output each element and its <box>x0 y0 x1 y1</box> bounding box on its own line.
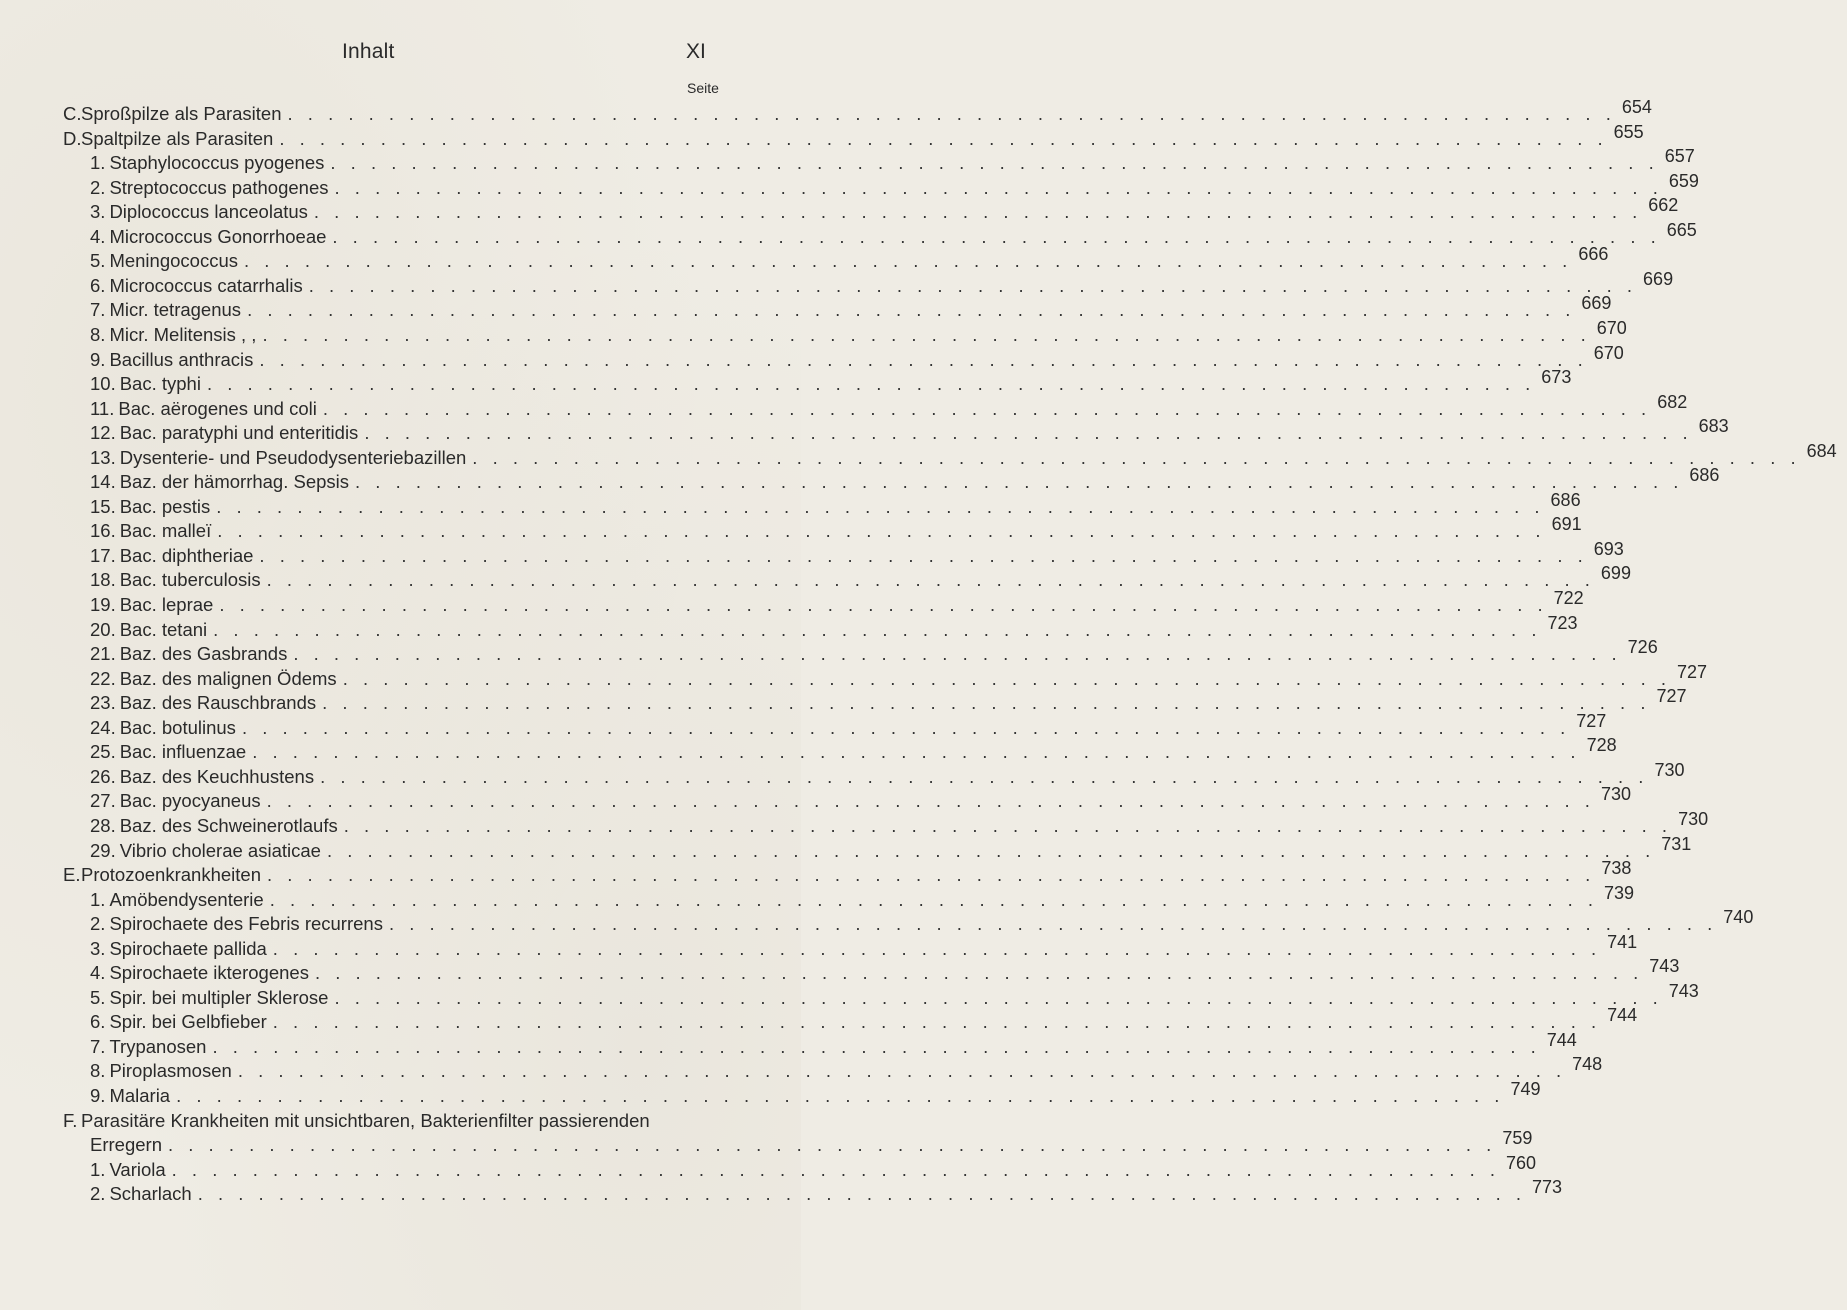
toc-entry <box>90 981 1699 1010</box>
toc-entry <box>90 171 1699 200</box>
toc-page-number: 691 <box>1551 514 1582 534</box>
toc-page-number: 665 <box>1666 220 1697 240</box>
toc-entry-number: D. <box>63 128 82 149</box>
dot-leader: . . . . . . . . . . . . . . . . . . . . . . . . . . . . . . . . . . . . . . . . . . . . . . . . . . . . . . . . . . . . . . . . . . <box>313 201 1643 222</box>
dot-leader: . . . . . . . . . . . . . . . . . . . . . . . . . . . . . . . . . . . . . . . . . . . . . . . . . . . . . . . . . . . . . . . . . . <box>259 349 1588 370</box>
dot-leader: . . . . . . . . . . . . . . . . . . . . . . . . . . . . . . . . . . . . . . . . . . . . . . . . . . . . . . . . . . . . . . . . . . <box>247 299 1576 320</box>
dot-leader: . . . . . . . . . . . . . . . . . . . . . . . . . . . . . . . . . . . . . . . . . . . . . . . . . . . . . . . . . . . . . . . . . . <box>252 741 1581 762</box>
toc-page-number: 760 <box>1505 1153 1537 1173</box>
toc-page-number: 699 <box>1600 563 1631 583</box>
toc-entry-number: 23. <box>90 692 116 713</box>
toc-entry-title: Baz. des Rauschbrands <box>119 692 317 713</box>
toc-entry <box>90 1153 1537 1182</box>
toc-entry-number: 12. <box>90 422 116 443</box>
toc-entry <box>90 834 1692 863</box>
toc-page-number: 727 <box>1656 686 1687 706</box>
dot-leader: . . . . . . . . . . . . . . . . . . . . . . . . . . . . . . . . . . . . . . . . . . . . . . . . . . . . . . . . . . . . . . . . . . <box>364 422 1693 443</box>
toc-entry-title: Vibrio cholerae asiaticae <box>119 840 321 861</box>
dot-leader: . . . . . . . . . . . . . . . . . . . . . . . . . . . . . . . . . . . . . . . . . . . . . . . . . . . . . . . . . . . . . . . . . . <box>320 766 1649 787</box>
dot-leader: . . . . . . . . . . . . . . . . . . . . . . . . . . . . . . . . . . . . . . . . . . . . . . . . . . . . . . . . . . . . . . . . . . <box>330 152 1659 173</box>
toc-entry <box>90 932 1638 961</box>
toc-page-number: 654 <box>1621 97 1652 117</box>
dot-leader: . . . . . . . . . . . . . . . . . . . . . . . . . . . . . . . . . . . . . . . . . . . . . . . . . . . . . . . . . . . . . . . . . . <box>322 398 1652 419</box>
toc-entry-title: Variola <box>109 1159 166 1180</box>
toc-entry <box>90 883 1635 912</box>
toc-page-number: 683 <box>1698 416 1729 436</box>
toc-entry-title: Bac. pyocyaneus <box>119 790 261 811</box>
toc-entry-title: Bac. influenzae <box>119 741 247 762</box>
toc-page-number: 739 <box>1604 883 1635 903</box>
toc-entry <box>90 490 1581 519</box>
dot-leader: . . . . . . . . . . . . . . . . . . . . . . . . . . . . . . . . . . . . . . . . . . . . . . . . . . . . . . . . . . . . . . . . . . <box>272 938 1602 959</box>
toc-entry-title: Scharlach <box>109 1183 192 1204</box>
toc-page-number: 744 <box>1546 1030 1577 1050</box>
toc-page-number: 743 <box>1649 956 1680 976</box>
toc-entry-title: Bac. tuberculosis <box>119 569 261 590</box>
toc-page-number: 682 <box>1657 392 1688 412</box>
dot-leader: . . . . . . . . . . . . . . . . . . . . . . . . . . . . . . . . . . . . . . . . . . . . . . . . . . . . . . . . . . . . . . . . . . <box>216 496 1545 517</box>
toc-entry-title: Bac. aërogenes und coli <box>118 398 317 419</box>
toc-entry-number: 11. <box>90 398 115 419</box>
toc-entry <box>90 195 1679 224</box>
toc-entry-title: Streptococcus pathogenes <box>109 177 329 198</box>
toc-entry <box>90 735 1617 764</box>
toc-entry-title: Bac. diphtheriae <box>119 545 254 566</box>
toc-entry-title: Piroplasmosen <box>109 1060 232 1081</box>
toc-entry <box>90 1005 1638 1034</box>
dot-leader: . . . . . . . . . . . . . . . . . . . . . . . . . . . . . . . . . . . . . . . . . . . . . . . . . . . . . . . . . . . . . . . . . . <box>334 177 1663 198</box>
toc-entry-number: 21. <box>90 643 116 664</box>
toc-entry <box>90 760 1685 789</box>
toc-entry <box>90 907 1754 936</box>
dot-leader: . . . . . . . . . . . . . . . . . . . . . . . . . . . . . . . . . . . . . . . . . . . . . . . . . . . . . . . . . . . . . . . . . . <box>332 226 1661 247</box>
toc-entry <box>90 588 1584 617</box>
toc-entry-number: 2. <box>90 177 106 198</box>
toc-entry-title: Parasitäre Krankheiten mit unsichtbaren, Bakterienfilter passierenden <box>81 1110 650 1131</box>
toc-entry-number: 17. <box>90 545 116 566</box>
toc-entry <box>90 392 1688 421</box>
toc-page-number: 686 <box>1550 490 1581 510</box>
toc-entry-number: 16. <box>90 520 116 541</box>
toc-entry-title: Spir. bei Gelbfieber <box>109 1011 267 1032</box>
toc-entry-number: 15. <box>90 496 116 517</box>
toc-page-number: 657 <box>1664 146 1695 166</box>
toc-entry <box>90 146 1695 175</box>
toc-entry-number: 3. <box>90 201 106 222</box>
toc-entry-number: 9. <box>90 349 106 370</box>
toc-page-number: 743 <box>1668 981 1699 1001</box>
toc-entry <box>90 613 1578 642</box>
toc-entry-number: 9. <box>90 1085 106 1106</box>
dot-leader: . . . . . . . . . . . . . . . . . . . . . . . . . . . . . . . . . . . . . . . . . . . . . . . . . . . . . . . . . . . . . . . . . . <box>262 324 1591 345</box>
toc-entry-title: Bac. leprae <box>119 594 214 615</box>
toc-entry-title: Staphylococcus pyogenes <box>109 152 325 173</box>
toc-entry-number: 20. <box>90 619 116 640</box>
toc-entry-number: 3. <box>90 938 106 959</box>
toc-entry <box>90 416 1729 445</box>
toc-entry-number: 8. <box>90 1060 106 1081</box>
toc-entry <box>90 809 1709 838</box>
toc-entry-number: 18. <box>90 569 116 590</box>
toc-entry-title: Baz. des Schweinerotlaufs <box>119 815 338 836</box>
toc-entry-number: F. <box>63 1110 78 1131</box>
toc-page-number: 669 <box>1643 269 1674 289</box>
running-head <box>0 40 801 70</box>
toc-entry-number: 8. <box>90 324 106 345</box>
dot-leader: . . . . . . . . . . . . . . . . . . . . . . . . . . . . . . . . . . . . . . . . . . . . . . . . . . . . . . . . . . . . . . . . . . <box>197 1183 1527 1204</box>
toc-entry <box>90 637 1658 666</box>
toc-entry-title: Spirochaete pallida <box>109 938 267 959</box>
toc-entry <box>90 662 1708 691</box>
dot-leader: . . . . . . . . . . . . . . . . . . . . . . . . . . . . . . . . . . . . . . . . . . . . . . . . . . . . . . . . . . . . . . . . . . <box>171 1159 1500 1180</box>
toc-entry <box>90 318 1627 347</box>
toc-entry-number: 2. <box>90 913 106 934</box>
toc-entry-title: Micrococcus catarrhalis <box>109 275 303 296</box>
dot-leader: . . . . . . . . . . . . . . . . . . . . . . . . . . . . . . . . . . . . . . . . . . . . . . . . . . . . . . . . . . . . . . . . . . <box>293 643 1622 664</box>
toc-entry <box>90 1079 1541 1108</box>
toc-entry-number: 14. <box>90 471 116 492</box>
toc-page-number: 662 <box>1648 195 1679 215</box>
toc-page-number: 693 <box>1593 539 1624 559</box>
toc-entry-title: Diplococcus lanceolatus <box>109 201 308 222</box>
toc-entry-number: 28. <box>90 815 116 836</box>
dot-leader: . . . . . . . . . . . . . . . . . . . . . . . . . . . . . . . . . . . . . . . . . . . . . . . . . . . . . . . . . . . . . . . . . . <box>206 373 1536 394</box>
toc-entry-title: Micrococcus Gonorrhoeae <box>109 226 327 247</box>
toc-entry <box>90 1177 1563 1206</box>
toc-entry-title: Bacillus anthracis <box>109 349 254 370</box>
toc-entry-title: Bac. tetani <box>119 619 208 640</box>
toc-entry-number: 7. <box>90 1036 106 1057</box>
toc-page-number: 673 <box>1541 367 1572 387</box>
dot-leader: . . . . . . . . . . . . . . . . . . . . . . . . . . . . . . . . . . . . . . . . . . . . . . . . . . . . . . . . . . . . . . . . . . <box>243 250 1573 271</box>
toc-entry <box>90 686 1687 715</box>
toc-entry <box>90 269 1674 298</box>
toc-entry-number: 29. <box>90 840 116 861</box>
dot-leader: . . . . . . . . . . . . . . . . . . . . . . . . . . . . . . . . . . . . . . . . . . . . . . . . . . . . . . . . . . . . . . . . . . <box>217 520 1546 541</box>
toc-entry-number: 1. <box>90 1159 106 1180</box>
toc-page-number: 684 <box>1806 441 1837 461</box>
toc-entry-title: Spirochaete ikterogenes <box>109 962 309 983</box>
dot-leader: . . . . . . . . . . . . . . . . . . . . . . . . . . . . . . . . . . . . . . . . . . . . . . . . . . . . . . . . . . . . . . . . . . <box>334 987 1663 1008</box>
toc-entry-number: 27. <box>90 790 116 811</box>
dot-leader: . . . . . . . . . . . . . . . . . . . . . . . . . . . . . . . . . . . . . . . . . . . . . . . . . . . . . . . . . . . . . . . . . . <box>269 889 1599 910</box>
toc-entry <box>90 220 1697 249</box>
toc-entry-number: 19. <box>90 594 116 615</box>
toc-entry-title: Bac. paratyphi und enteritidis <box>119 422 359 443</box>
toc-page-number: 731 <box>1661 834 1692 854</box>
toc-entry-title: Protozoenkrankheiten <box>81 864 261 885</box>
toc-entry-number: 26. <box>90 766 116 787</box>
toc-entry-number: 7. <box>90 299 106 320</box>
toc-page-number: 738 <box>1601 858 1632 878</box>
toc-entry-number: 2. <box>90 1183 106 1204</box>
dot-leader: . . . . . . . . . . . . . . . . . . . . . . . . . . . . . . . . . . . . . . . . . . . . . . . . . . . . . . . . . . . . . . . . . . <box>176 1085 1505 1106</box>
toc-entry <box>90 711 1607 740</box>
dot-leader: . . . . . . . . . . . . . . . . . . . . . . . . . . . . . . . . . . . . . . . . . . . . . . . . . . . . . . . . . . . . . . . . . . <box>314 962 1644 983</box>
toc-entry-number: 25. <box>90 741 116 762</box>
toc-page-number: 730 <box>1654 760 1685 780</box>
toc-entry <box>90 343 1624 372</box>
toc-entry-number: 24. <box>90 717 116 738</box>
toc-entry-title: Bac. malleï <box>119 520 212 541</box>
toc-page-number: 741 <box>1607 932 1638 952</box>
dot-leader: . . . . . . . . . . . . . . . . . . . . . . . . . . . . . . . . . . . . . . . . . . . . . . . . . . . . . . . . . . . . . . . . . . <box>266 864 1596 885</box>
toc-entry-title: Spaltpilze als Parasiten <box>81 128 274 149</box>
dot-leader: . . . . . . . . . . . . . . . . . . . . . . . . . . . . . . . . . . . . . . . . . . . . . . . . . . . . . . . . . . . . . . . . . . <box>287 103 1616 124</box>
toc-entry <box>90 367 1572 396</box>
dot-leader: . . . . . . . . . . . . . . . . . . . . . . . . . . . . . . . . . . . . . . . . . . . . . . . . . . . . . . . . . . . . . . . . . . <box>237 1060 1567 1081</box>
running-head-title: Inhalt <box>342 40 395 63</box>
toc-entry-title: Baz. des Keuchhustens <box>119 766 315 787</box>
toc-entry-title: Micr. tetragenus <box>109 299 242 320</box>
dot-leader: . . . . . . . . . . . . . . . . . . . . . . . . . . . . . . . . . . . . . . . . . . . . . . . . . . . . . . . . . . . . . . . . . . <box>219 594 1548 615</box>
toc-entry <box>90 293 1612 322</box>
toc-entry-title: Amöbendysenterie <box>109 889 264 910</box>
toc-page-number: 749 <box>1510 1079 1541 1099</box>
toc-page-number: 722 <box>1553 588 1584 608</box>
toc-page-number: 669 <box>1581 293 1612 313</box>
toc-entry-number: E. <box>63 864 81 885</box>
toc-entry-number: 1. <box>90 152 106 173</box>
toc-entry-number: 10. <box>90 373 116 394</box>
dot-leader: . . . . . . . . . . . . . . . . . . . . . . . . . . . . . . . . . . . . . . . . . . . . . . . . . . . . . . . . . . . . . . . . . . <box>212 1036 1541 1057</box>
toc-entry <box>90 563 1631 592</box>
dot-leader: . . . . . . . . . . . . . . . . . . . . . . . . . . . . . . . . . . . . . . . . . . . . . . . . . . . . . . . . . . . . . . . . . . <box>308 275 1638 296</box>
toc-page-number: 726 <box>1627 637 1658 657</box>
toc-page-number: 773 <box>1532 1177 1563 1197</box>
toc-page-number: 686 <box>1689 465 1720 485</box>
toc-section-heading <box>63 858 1632 887</box>
dot-leader: . . . . . . . . . . . . . . . . . . . . . . . . . . . . . . . . . . . . . . . . . . . . . . . . . . . . . . . . . . . . . . . . . . <box>322 692 1651 713</box>
dot-leader: . . . . . . . . . . . . . . . . . . . . . . . . . . . . . . . . . . . . . . . . . . . . . . . . . . . . . . . . . . . . . . . . . . <box>266 790 1595 811</box>
toc-entry-title: Baz. des malignen Ödems <box>119 668 337 689</box>
dot-leader: . . . . . . . . . . . . . . . . . . . . . . . . . . . . . . . . . . . . . . . . . . . . . . . . . . . . . . . . . . . . . . . . . . <box>213 619 1542 640</box>
toc-entry-title: Micr. Melitensis , , <box>109 324 257 345</box>
toc-entry-number: 4. <box>90 226 106 247</box>
toc-page-number: 728 <box>1586 735 1617 755</box>
toc-page-number: 730 <box>1678 809 1709 829</box>
toc-entry <box>90 1128 1533 1157</box>
toc-entry-title: Meningococcus <box>109 250 238 271</box>
toc-entry-title: Baz. der hämorrhag. Sepsis <box>119 471 350 492</box>
toc-entry <box>90 784 1631 813</box>
toc-entry-number: C. <box>63 103 82 124</box>
toc-entry-title: Bac. pestis <box>119 496 211 517</box>
toc-entry <box>90 244 1609 273</box>
toc-entry-title: Spir. bei multipler Sklerose <box>109 987 329 1008</box>
dot-leader: . . . . . . . . . . . . . . . . . . . . . . . . . . . . . . . . . . . . . . . . . . . . . . . . . . . . . . . . . . . . . . . . . . <box>167 1134 1497 1155</box>
dot-leader: . . . . . . . . . . . . . . . . . . . . . . . . . . . . . . . . . . . . . . . . . . . . . . . . . . . . . . . . . . . . . . . . . . <box>343 815 1673 836</box>
toc-entry-title: Bac. typhi <box>119 373 201 394</box>
toc-entry-title: Dysenterie- und Pseudodysenteriebazillen <box>119 447 467 468</box>
toc-entry <box>90 956 1680 985</box>
toc-page-number: 655 <box>1613 122 1644 142</box>
toc-section-heading <box>63 122 1644 151</box>
dot-leader: . . . . . . . . . . . . . . . . . . . . . . . . . . . . . . . . . . . . . . . . . . . . . . . . . . . . . . . . . . . . . . . . . . <box>472 447 1801 468</box>
toc-page-number: 670 <box>1596 318 1627 338</box>
toc-entry <box>90 1054 1603 1083</box>
dot-leader: . . . . . . . . . . . . . . . . . . . . . . . . . . . . . . . . . . . . . . . . . . . . . . . . . . . . . . . . . . . . . . . . . . <box>272 1011 1602 1032</box>
page-number: XI <box>686 40 706 63</box>
dot-leader: . . . . . . . . . . . . . . . . . . . . . . . . . . . . . . . . . . . . . . . . . . . . . . . . . . . . . . . . . . . . . . . . . . <box>266 569 1595 590</box>
dot-leader: . . . . . . . . . . . . . . . . . . . . . . . . . . . . . . . . . . . . . . . . . . . . . . . . . . . . . . . . . . . . . . . . . . <box>326 840 1656 861</box>
toc-page-number: 727 <box>1677 662 1708 682</box>
toc-entry <box>90 539 1624 568</box>
dot-leader: . . . . . . . . . . . . . . . . . . . . . . . . . . . . . . . . . . . . . . . . . . . . . . . . . . . . . . . . . . . . . . . . . . <box>241 717 1571 738</box>
toc-entry-title: Spirochaete des Febris recurrens <box>109 913 383 934</box>
toc-page-number: 759 <box>1502 1128 1533 1148</box>
dot-leader: . . . . . . . . . . . . . . . . . . . . . . . . . . . . . . . . . . . . . . . . . . . . . . . . . . . . . . . . . . . . . . . . . . <box>355 471 1684 492</box>
toc-entry-number: 6. <box>90 275 106 296</box>
toc-entry-number: 22. <box>90 668 116 689</box>
toc-page-number: 727 <box>1576 711 1607 731</box>
dot-leader: . . . . . . . . . . . . . . . . . . . . . . . . . . . . . . . . . . . . . . . . . . . . . . . . . . . . . . . . . . . . . . . . . . <box>259 545 1588 566</box>
toc-page-number: 666 <box>1578 244 1609 264</box>
toc-entry-number: 4. <box>90 962 106 983</box>
toc-page-number: 659 <box>1668 171 1699 191</box>
toc-page-number: 730 <box>1600 784 1631 804</box>
dot-leader: . . . . . . . . . . . . . . . . . . . . . . . . . . . . . . . . . . . . . . . . . . . . . . . . . . . . . . . . . . . . . . . . . . <box>279 128 1608 149</box>
toc-entry-number: 1. <box>90 889 106 910</box>
page-column-label: Seite <box>687 80 719 96</box>
toc-page-number: 670 <box>1593 343 1624 363</box>
toc-page-number: 748 <box>1572 1054 1603 1074</box>
toc-entry-title: Malaria <box>109 1085 171 1106</box>
toc-entry-number: 13. <box>90 447 116 468</box>
toc-entry <box>90 441 1837 470</box>
toc-entry-title: Erregern <box>90 1134 162 1155</box>
toc-entry-number: 5. <box>90 250 106 271</box>
toc-section-heading <box>63 1109 650 1133</box>
toc-section-heading <box>63 97 1652 126</box>
toc-entry <box>90 514 1582 543</box>
dot-leader: . . . . . . . . . . . . . . . . . . . . . . . . . . . . . . . . . . . . . . . . . . . . . . . . . . . . . . . . . . . . . . . . . . <box>388 913 1718 934</box>
toc-entry-title: Sproßpilze als Parasiten <box>81 103 282 124</box>
toc-entry-number: 5. <box>90 987 106 1008</box>
toc-entry-number: 6. <box>90 1011 106 1032</box>
toc-entry-title: Trypanosen <box>109 1036 207 1057</box>
toc-page-number: 744 <box>1607 1005 1638 1025</box>
toc-entry-title: Bac. botulinus <box>119 717 236 738</box>
dot-leader: . . . . . . . . . . . . . . . . . . . . . . . . . . . . . . . . . . . . . . . . . . . . . . . . . . . . . . . . . . . . . . . . . . <box>342 668 1672 689</box>
toc-entry <box>90 1030 1577 1059</box>
toc-page-number: 740 <box>1723 907 1754 927</box>
toc-entry <box>90 465 1720 494</box>
toc-entry-title: Baz. des Gasbrands <box>119 643 288 664</box>
toc-page-number: 723 <box>1547 613 1578 633</box>
